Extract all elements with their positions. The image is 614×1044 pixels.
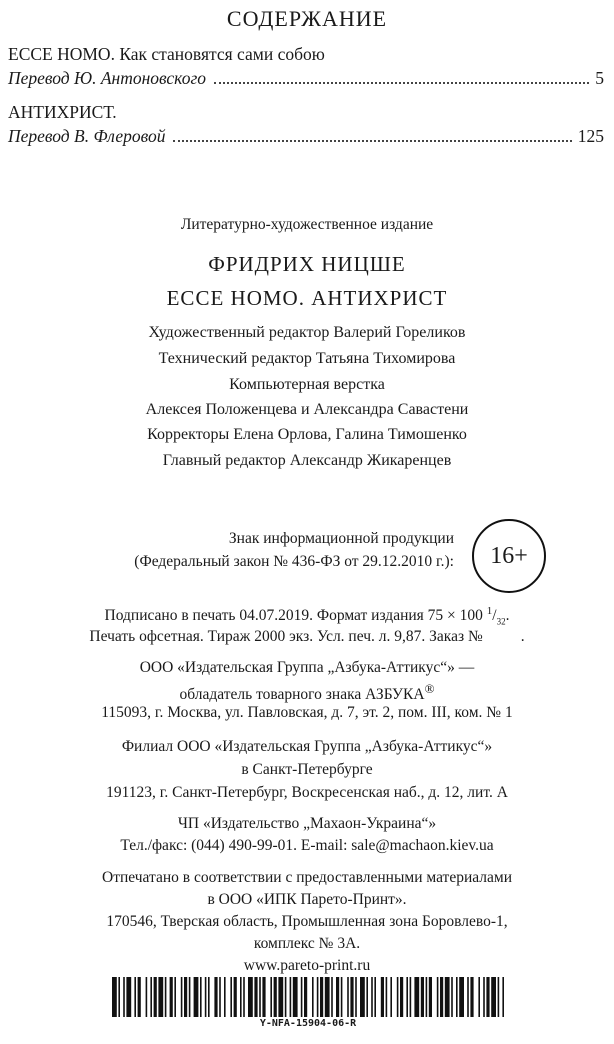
registered-mark: ® [424,681,435,696]
credit-line: Корректоры Елена Орлова, Галина Тимошенко [147,426,467,443]
age-rating-badge: 16+ [472,519,546,593]
publisher-line: ООО «Издательская Группа „Азбука-Аттикус“» — [139,659,475,676]
toc-entry [8,126,604,147]
toc-work-title: АНТИХРИСТ. [8,102,117,122]
edition-type: Литературно-художественное издание [180,216,434,233]
printer-website: www.pareto-print.ru [243,957,371,974]
barcode [112,977,504,1029]
toc-leader-dots [214,82,589,84]
toc-entry [8,68,604,89]
branch-city: в Санкт-Петербурге [241,761,373,778]
toc-translator: Перевод В. Флеровой [8,126,166,146]
toc-page-number: 125 [577,126,604,146]
trademark-text: обладатель товарного знака АЗБУКА [179,686,425,704]
barcode-bars [112,977,504,1017]
toc-work-title: ECCE HOMO. Как становятся сами собою [8,44,325,64]
print-run-info: Печать офсетная. Тираж 2000 экз. Усл. печ. л. 9,87. Заказ № . [89,628,525,645]
barcode-text: Y-NFA-15904-06-R [259,1018,357,1029]
printer-line: Отпечатано в соответствии с предоставленными материалами [102,869,512,886]
info-mark-label: Знак информационной продукции [228,530,454,547]
toc-page-number: 5 [595,68,604,88]
publisher-trademark [0,681,614,704]
author-name: ФРИДРИХ НИЦШЕ [208,252,406,276]
toc-leader-dots [173,140,571,142]
toc-title: СОДЕРЖАНИЕ [226,6,388,31]
book-title: ECCE HOMO. АНТИХРИСТ [166,286,448,310]
printer-line: в ООО «ИПК Парето-Принт». [207,891,407,908]
credit-line: Компьютерная верстка [229,376,385,393]
fraction-denominator: 32 [496,616,506,627]
ukraine-contacts: Тел./факс: (044) 490-99-01. E-mail: sale@machaon.kiev.ua [120,837,494,854]
credit-line: Художественный редактор Валерий Гореликов [148,324,466,341]
print-signed-format: Подписано в печать 04.07.2019. Формат издания 75 × 100 [104,607,483,625]
print-info-line: Подписано в печать 04.07.2019. Формат издания 75 × 100 $^1/_{32}$. [104,605,510,627]
publisher-address: 115093, г. Москва, ул. Павловская, д. 7, эт. 2, пом. III, ком. № 1 [101,704,513,721]
ukraine-publisher: ЧП «Издательство „Махаон-Украина“» [177,815,437,832]
info-mark-law: (Федеральный закон № 436-ФЗ от 29.12.2010 г.): [134,553,454,570]
fraction-numerator: 1 [486,605,493,617]
print-run-text: Печать офсетная. Тираж 2000 экз. Усл. печ. л. 9,87. Заказ № [89,628,483,645]
printer-address: комплекс № 3А. [253,935,361,952]
branch-line: Филиал ООО «Издательская Группа „Азбука-Аттикус“» [121,738,493,755]
toc-translator: Перевод Ю. Антоновского [8,68,207,88]
credit-line: Технический редактор Татьяна Тихомирова [158,350,456,367]
credit-line: Алексея Положенцева и Александра Савастени [145,401,469,418]
credit-line: Главный редактор Александр Жикаренцев [162,452,452,469]
branch-address: 191123, г. Санкт-Петербург, Воскресенская наб., д. 12, лит. А [106,784,508,801]
printer-address: 170546, Тверская область, Промышленная зона Боровлево-1, [106,913,508,930]
